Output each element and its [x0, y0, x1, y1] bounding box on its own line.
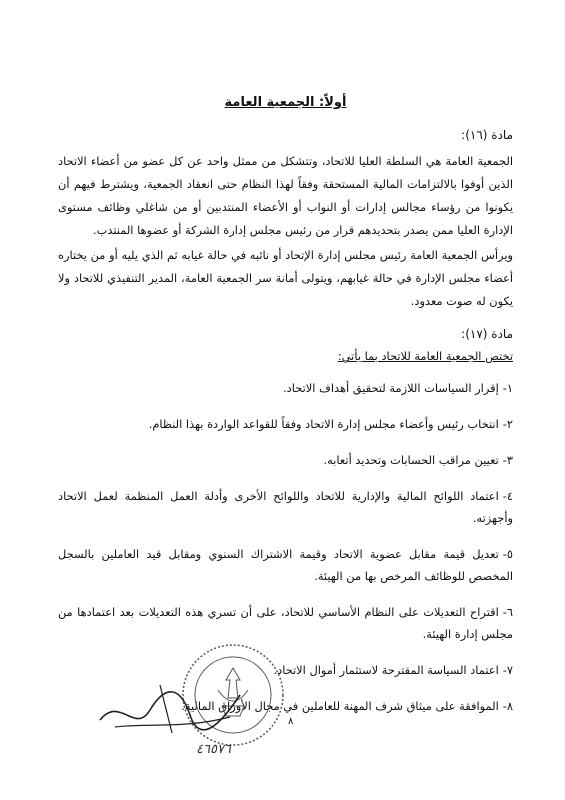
article-16-heading: مادة (١٦): — [461, 128, 513, 142]
list-item-text: اقتراح التعديلات على النظام الأساسي للاتحاد، على أن تسري هذه التعديلات بعد اعتمادها من مجلس إدارة الهيئة. — [58, 605, 513, 641]
list-item-number: ١- — [502, 381, 513, 395]
handwritten-reference-number: ٤٦٥٧٦ — [196, 742, 231, 757]
list-item-number: ٥- — [502, 547, 513, 561]
list-item-text: اعتماد السياسة المقترحة لاستثمار أموال الاتحاد. — [273, 663, 499, 677]
page-number: ٨ — [288, 716, 294, 727]
list-item-number: ٣- — [502, 453, 513, 467]
article-17-intro: تختص الجمعية العامة للاتحاد بما يأتي: — [337, 349, 513, 363]
list-item-text: إقرار السياسات اللازمة لتحقيق أهداف الاتحاد. — [283, 381, 499, 395]
list-item-number: ٢- — [502, 417, 513, 431]
list-item-text: انتخاب رئيس وأعضاء مجلس إدارة الاتحاد وفقاً للقواعد الواردة بهذا النظام. — [148, 417, 499, 431]
article-16-paragraph: ويرأس الجمعية العامة رئيس مجلس إدارة الإتحاد أو نائبه في حالة غيابه ثم الذي يليه أو من يختاره أعضاء مجلس الإدارة في حالة غيابهم، ويتولى أمانة سر الجمعية العامة، المدير التنفيذي للاتحاد ولا يكون له صوت معدود. — [58, 248, 513, 308]
article-17-heading: مادة (١٧): — [461, 327, 513, 341]
list-item-text: الموافقة على ميثاق شرف المهنة للعاملين في مجال الأوراق المالية. — [181, 699, 499, 713]
section-title: أولاً: الجمعية العامة — [224, 95, 347, 110]
article-16-paragraph: الجمعية العامة هي السلطة العليا للاتحاد، وتتشكل من ممثل واحد عن كل عضو من أعضاء الاتحاد الذين أوفوا بالالتزامات المالية المستحقة وفقاً لهذا النظام حتى انعقاد الجمعية، ويشترط فيهم أن يكونوا من رؤساء مجالس إدارات أو النواب أو الأعضاء المنتدبين أو من شاغلي وظائف مستوى الإدارة العليا ممن يصدر بتحديدهم قرار من رئيس مجلس إدارة الشركة أو عضوها المنتدب. — [58, 154, 513, 237]
list-item — [58, 449, 513, 471]
list-item — [58, 601, 513, 645]
list-item-number: ٨- — [502, 699, 513, 713]
list-item-number: ٦- — [502, 605, 513, 619]
signature-icon — [90, 665, 250, 745]
list-item-text: تعيين مراقب الحسابات وتحديد أتعابه. — [323, 453, 499, 467]
list-item-number: ٧- — [502, 663, 513, 677]
list-item-text: اعتماد اللوائح المالية والإدارية للاتحاد واللوائح الأخرى وأدلة العمل المنظمة لعمل الاتحاد وأجهزته. — [58, 489, 513, 525]
list-item — [58, 485, 513, 529]
list-item — [58, 543, 513, 587]
list-item-number: ٤- — [502, 489, 513, 503]
list-item — [58, 413, 513, 435]
list-item — [58, 377, 513, 399]
list-item-text: تعديل قيمة مقابل عضوية الاتحاد وقيمة الاشتراك السنوي ومقابل قيد العاملين بالسجل المخصص للوظائف المرخص بها من الهيئة. — [58, 547, 513, 583]
article-16 — [58, 128, 513, 313]
